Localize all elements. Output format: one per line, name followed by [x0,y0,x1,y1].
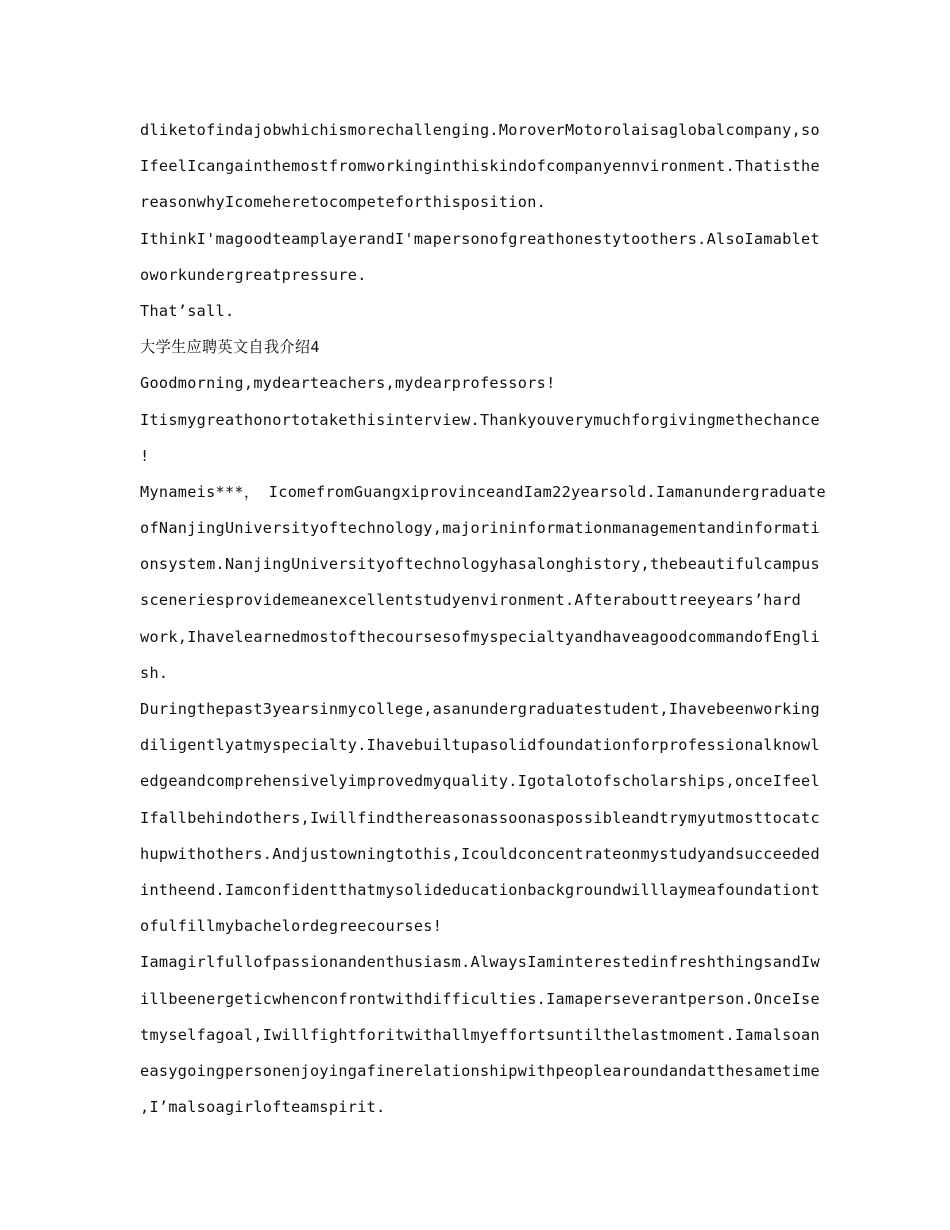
text-line: illbeenergeticwhenconfrontwithdifficulties.Iamaperseverantperson.OnceIse [140,989,820,1008]
text-line: reasonwhyIcomeheretocompeteforthisposition. [140,193,547,212]
text-line: ,I’malsoagirlofteamspirit. [140,1098,386,1117]
text-line: Duringthepast3yearsinmycollege,asanundergraduatestudent,Ihavebeenworking [140,700,820,718]
text-line: Itismygreathonortotakethisinterview.Thankyouverymuchforgivingmethechance [140,410,820,429]
text-line: ! [140,446,150,465]
text-line: ofNanjingUniversityoftechnology,majorininformationmanagementandinformati [140,519,820,538]
text-line: sh. [140,663,169,682]
text-line: IthinkI'magoodteamplayerandI'mapersonofgreathonestytoothers.AlsoIamablet [140,229,820,248]
text-line: tmyselfagoal,Iwillfightforitwithallmyeffortsuntilthelastmoment.Iamalsoan [140,1025,820,1044]
text-line: That’sall. [140,301,235,320]
text-line: easygoingpersonenjoyingafinerelationshipwithpeoplearoundandatthesametime [140,1061,820,1080]
text-line: Iamagirlfullofpassionandenthusiasm.AlwaysIaminterestedinfreshthingsandIw [140,953,820,972]
text-line: onsystem.NanjingUniversityoftechnologyhasalonghistory,thebeautifulcampus [140,555,820,574]
text-line: Goodmorning,mydearteachers,mydearprofessors! [140,374,556,393]
text-line: IfeelIcangainthemostfromworkinginthiskindofcompanyennvironment.Thatisthe [140,157,820,176]
text-line: intheend.Iamconfidentthatmysolideducationbackgroundwilllaymeafoundationt [140,880,820,899]
text-line: Ifallbehindothers,Iwillfindthereasonassoonaspossibleandtrymyutmosttocatc [140,808,820,827]
text-line: ofulfillmybachelordegreecourses! [140,917,443,936]
text-line: work,IhavelearnedmostofthecoursesofmyspecialtyandhaveagoodcommandofEngli [140,627,820,646]
text-line: oworkundergreatpressure. [140,265,367,284]
text-line: diligentlyatmyspecialty.Ihavebuiltupasolidfoundationforprofessionalknowl [140,736,820,755]
text-line: dliketofindajobwhichismorechallenging.MoroverMotorolaisaglobalcompany,so [140,121,820,139]
document-body [140,112,826,1125]
text-line: sceneriesprovidemeanexcellentstudyenvironment.Afterabouttreeyears’hard [140,591,802,610]
section-heading: 大学生应聘英文自我介绍4 [140,338,320,357]
text-line: hupwithothers.Andjustowningtothis,Icouldconcentrateonmystudyandsucceeded [140,844,820,863]
text-line: edgeandcomprehensivelyimprovedmyquality.Igotalotofscholarships,onceIfeel [140,772,820,791]
text-line: Mynameis***， IcomefromGuangxiprovinceandIam22yearsold.Iamanundergraduate [140,482,826,501]
